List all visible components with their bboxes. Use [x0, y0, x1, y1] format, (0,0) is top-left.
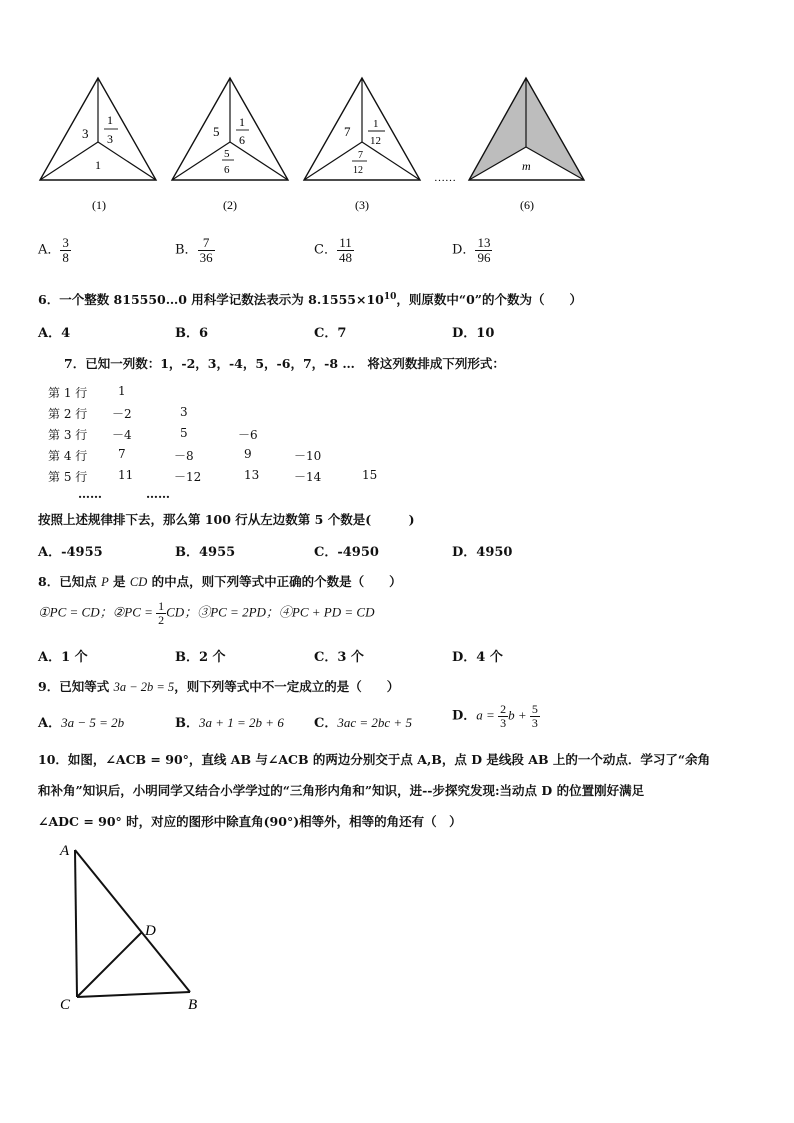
- q7-row5-label: 第 5 行: [48, 470, 88, 484]
- q7-row4-label: 第 4 行: [48, 449, 88, 463]
- q7-row3-v2: 5: [180, 426, 188, 440]
- q9-option-d[interactable]: D．a = $\frac{2}{3}$ b + $\frac{5}{3}$: [452, 702, 538, 730]
- q5-d-letter: D．: [452, 242, 476, 258]
- t3-caption: (3): [355, 198, 369, 212]
- triangle-3: [304, 78, 420, 180]
- t2-bottom-num: 5: [224, 148, 230, 160]
- q10-line2: 和补角”知识后，小明同学又结合小学学过的“三角形内角和”知识，进--步探究发现:当动点 D 的位置刚好满足: [38, 783, 645, 798]
- q8-option-b[interactable]: B．2 个: [175, 650, 226, 665]
- t3-bottom-den: 12: [353, 165, 363, 176]
- q7-row5-v1: 11: [118, 468, 134, 482]
- t1-bottom: 1: [95, 158, 101, 172]
- q6-option-d[interactable]: D．10: [452, 326, 495, 341]
- q5-option-a[interactable]: [38, 236, 71, 264]
- label-c: C: [60, 997, 71, 1013]
- t1-right-den: 3: [107, 132, 113, 146]
- t3-right-den: 12: [370, 135, 381, 147]
- q7-row3-v3: －6: [238, 428, 258, 442]
- t1-right-num: 1: [107, 113, 113, 127]
- label-a: A: [60, 843, 70, 859]
- q7-row2-label: 第 2 行: [48, 407, 88, 421]
- q7-row3-v1: －4: [112, 428, 132, 442]
- q7-row4-v4: －10: [294, 449, 322, 463]
- q8-statements: ①PC = CD；②PC = $\frac{1}{2}$ CD；③PC = 2PD；④PC + PD = CD: [38, 599, 375, 627]
- q6-option-b[interactable]: B．6: [175, 326, 209, 341]
- q7-question: 按照上述规律排下去，那么第 100 行从左边数第 5 个数是( ): [38, 512, 415, 527]
- q9-option-a[interactable]: A．3a − 5 = 2b: [38, 715, 125, 731]
- q6-option-a[interactable]: A．4: [38, 326, 71, 341]
- q9-option-c[interactable]: C．3ac = 2bc + 5: [314, 715, 412, 731]
- q5-a-letter: A．: [38, 242, 61, 258]
- q10-line1: 10．如图，∠ACB = 90°，直线 AB 与∠ACB 的两边分别交于点 A,B，点 D 是线段 AB 上的一个动点．学习了“余角: [38, 752, 711, 767]
- q8-stem: 8．已知点 P 是 CD 的中点，则下列等式中正确的个数是（ ）: [38, 574, 402, 589]
- q7-row1-v1: 1: [118, 384, 126, 398]
- q9-stem: 9．已知等式 3a − 2b = 5，则下列等式中不一定成立的是（ ）: [38, 679, 400, 694]
- q10-line3: ∠ADC = 90° 时，对应的图形中除直角(90°)相等外，相等的角还有（ ）: [38, 814, 462, 829]
- q9-option-b[interactable]: B．3a + 1 = 2b + 6: [175, 715, 284, 731]
- q5-option-c[interactable]: [314, 236, 354, 264]
- q5-d-fraction: $\frac{13}{96}$: [477, 235, 491, 265]
- t3-bottom-num: 7: [358, 150, 363, 161]
- q7-stem: 7．已知一列数：1，-2，3，-4，5，-6，7，-8 … 将这列数排成下列形式：: [64, 356, 505, 371]
- t1-left: 3: [82, 126, 89, 141]
- triangle-6: [469, 78, 584, 180]
- t3-left: 7: [344, 124, 351, 139]
- t6-caption: (6): [520, 198, 534, 212]
- q7-row3-label: 第 3 行: [48, 428, 88, 442]
- t2-right-num: 1: [239, 115, 245, 129]
- triangle-1: [40, 78, 156, 180]
- q5-b-letter: B．: [175, 242, 198, 258]
- q5-c-letter: C．: [314, 242, 337, 258]
- t2-caption: (2): [223, 198, 237, 212]
- q7-dots-2: ……: [146, 487, 170, 501]
- q7-row1-label: 第 1 行: [48, 386, 88, 400]
- q7-dots-1: ……: [78, 487, 102, 501]
- t2-left: 5: [213, 124, 220, 139]
- q6-option-c[interactable]: C．7: [314, 326, 347, 341]
- triangle-2: [172, 78, 288, 180]
- q7-row5-v4: －14: [294, 470, 322, 484]
- q7-row4-v3: 9: [244, 447, 252, 461]
- t6-bottom: m: [522, 159, 531, 173]
- q5-b-fraction: $\frac{7}{36}$: [199, 235, 213, 265]
- q7-row4-v2: －8: [174, 449, 194, 463]
- q7-row2-v2: 3: [180, 405, 188, 419]
- q5-option-d[interactable]: [452, 236, 492, 264]
- triangles-ellipsis: ……: [434, 172, 456, 184]
- q7-row2-v1: －2: [112, 407, 132, 421]
- q7-row5-v2: －12: [174, 470, 202, 484]
- q5-a-fraction: $\frac{3}{8}$: [62, 235, 69, 265]
- q7-option-a[interactable]: A．-4955: [38, 545, 103, 560]
- q6-stem: 6．一个整数 815550…0 用科学记数法表示为 $8.1555\times 10^{10}$，则原数中“0”的个数为（ ）: [38, 291, 582, 307]
- q7-option-b[interactable]: B．4955: [175, 545, 236, 560]
- t1-caption: (1): [92, 198, 106, 212]
- q7-row5-v3: 13: [244, 468, 260, 482]
- q7-row4-v1: 7: [118, 447, 126, 461]
- t2-right-den: 6: [239, 133, 245, 147]
- q8-option-c[interactable]: C．3 个: [314, 650, 364, 665]
- q5-c-fraction: $\frac{11}{48}$: [338, 235, 352, 265]
- triangle-figures: [30, 70, 600, 220]
- q7-option-c[interactable]: C．-4950: [314, 545, 379, 560]
- q7-row5-v5: 15: [362, 468, 378, 482]
- q8-option-d[interactable]: D．4 个: [452, 650, 503, 665]
- q5-option-b[interactable]: [175, 236, 215, 264]
- q8-option-a[interactable]: A．1 个: [38, 650, 88, 665]
- t2-bottom-den: 6: [224, 164, 230, 176]
- label-d: D: [145, 923, 156, 939]
- q10-triangle-figure: [50, 835, 220, 1015]
- q7-option-d[interactable]: D．4950: [452, 545, 513, 560]
- t3-right-num: 1: [373, 118, 379, 130]
- label-b: B: [188, 997, 198, 1013]
